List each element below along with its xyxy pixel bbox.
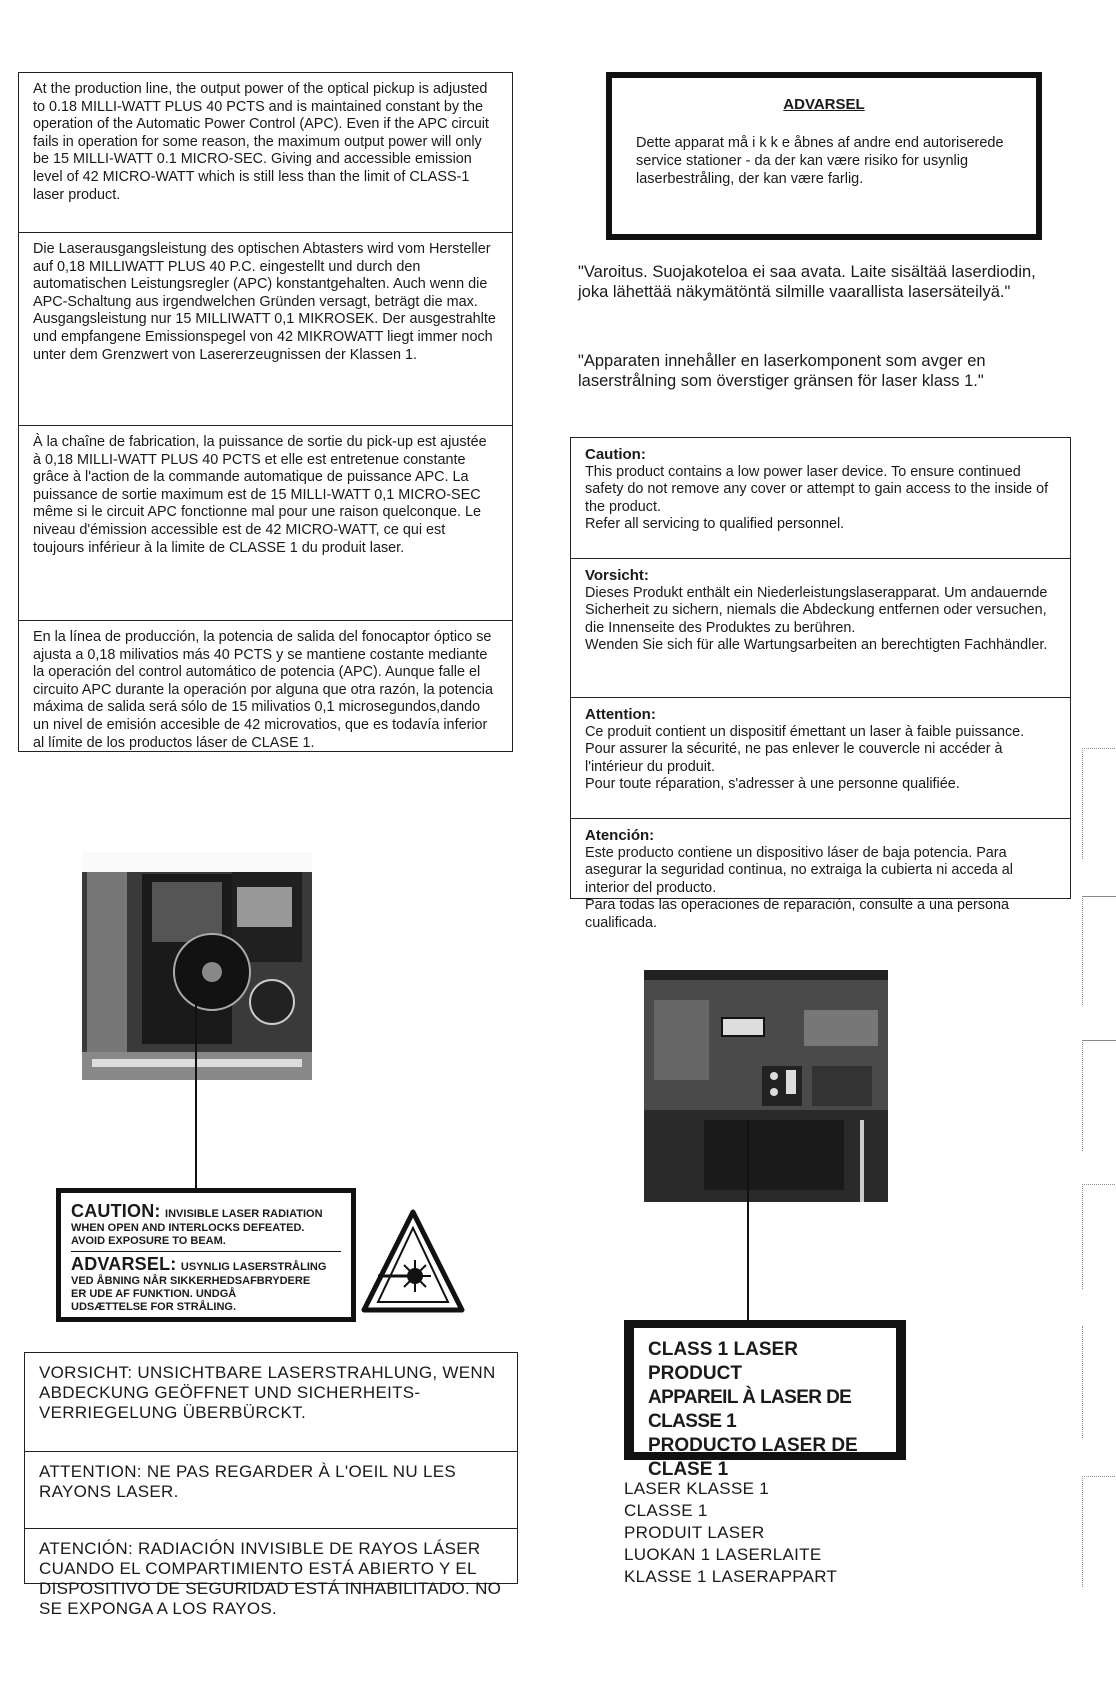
laser-class-item: LASER KLASSE 1	[624, 1479, 769, 1498]
device-photo-rear	[644, 970, 888, 1202]
class-label-line-3: PRODUCTO LASER DE CLASE 1	[648, 1435, 858, 1480]
label-advarsel-rest: USYNLIG LASERSTRÅLING	[180, 1261, 327, 1273]
advarsel-box	[606, 72, 1042, 240]
caution-german: Vorsicht: Dieses Produkt enthält ein Niederleistungslaserapparat. Um andauernde Sicherheit zu sichern, niemals die Abdeckung entfernen oder versuchen, die Innenseite des Produktes zu berühren. Wenden Sie sich für alle Wartungsarbeiten an berechtigten Fachhändler.	[571, 559, 1070, 698]
caution-french: Attention: Ce produit contient un dispositif émettant un laser à faible puissance. Pour assurer la sécurité, ne pas enlever le couvercle ni accéder à l'intérieur du produit. Pour toute réparation, s'adresser à une personne qualifiée.	[571, 698, 1070, 819]
device-interior-illustration	[82, 852, 312, 1080]
apc-info-spanish: En la línea de producción, la potencia de salida del fonocaptor óptico se ajusta a 0,18 milivatios más 40 PCTS y se mantiene costante mediante la operación del control automático de potencia (APC). Aunque falle el circuito APC durante la operación por alguna que otra razón, la potencia máxima de salida será sólo de 15 milivatios 0,1 microsegundos,dando un nivel de emisión accesible de 42 microvatios, que es todavía inferior al límite de los productos láser de CLASE 1.	[33, 629, 493, 751]
caps-warning-french: ATTENTION: NE PAS REGARDER À L'OEIL NU LES RAYONS LASER.	[25, 1452, 517, 1529]
advarsel-body: Dette apparat må i k k e åbnes af andre end autoriserede service stationer - da der kan være risiko for usynlig laserbestråling, der kan være farlig.	[636, 135, 1004, 187]
laser-class-list	[624, 1478, 944, 1588]
advarsel-title: ADVARSEL	[783, 96, 865, 113]
laser-hazard-icon	[360, 1206, 466, 1318]
laser-caution-label	[56, 1188, 356, 1322]
caution-boxes	[570, 437, 1071, 931]
apc-info-german: Die Laserausgangsleistung des optischen Abtasters wird vom Hersteller auf 0,18 MILLIWATT PLUS 40 P.C. eingestellt und durch den automatischen Leistungsregler (APC) konstantgehalten. Auch wenn die APC-Schaltung aus irgendwelchen Gründen versagt, beträgt die max. Ausgangsleistung nur 15 MILLIWATT 0,1 MIKROSEK. Der ausgestrahlte und empfangene Emissionspegel von 42 MIKROWATT liegt immer noch unter dem Grenzwert von Lasererzeugnissen der Klassen 1.	[19, 233, 512, 426]
edge-fragments	[1082, 748, 1116, 1588]
label-caution-rest: INVISIBLE LASER RADIATION	[165, 1208, 323, 1220]
class-label-line-1: CLASS 1 LASER PRODUCT	[648, 1339, 798, 1384]
caps-warning-german: VORSICHT: UNSICHTBARE LASERSTRAHLUNG, WENN ABDECKUNG GEÖFFNET UND SICHERHEITS-VERRIEGELUNG ÜBERBÜRCKT.	[25, 1353, 517, 1452]
laser-class-item: KLASSE 1 LASERAPPART	[624, 1567, 838, 1586]
finnish-warning: "Varoitus. Suojakoteloa ei saa avata. Laite sisältää laserdiodin, joka lähettää näkymätöntä silmille vaarallista lasersäteilyä."	[578, 263, 1036, 301]
apc-info-french: À la chaîne de fabrication, la puissance de sortie du pick-up est ajustée à 0,18 MILLI-WATT PLUS 40 PCTS et elle est entretenue constante grâce à l'action de la commande automatique de puissance APC. La puissance de sortie maximum est de 15 MILLI-WATT 0,1 MICRO-SEC même si le circuit APC fonctionne mal pour une raison quelconque. Le niveau d'émission accessible est de 42 MICRO-WATT, ce qui est toujours inférieur à la limite de CLASSE 1 du produit laser.	[19, 426, 512, 621]
label-advarsel-line4: UDSÆTTELSE FOR STRÅLING.	[71, 1301, 236, 1313]
label-caution-word: CAUTION:	[71, 1201, 161, 1221]
caution-spanish: Atención: Este producto contiene un dispositivo láser de baja potencia. Para asegurar la seguridad continua, no extraiga la cubierta ni acceda al interior del producto. Para todas las operaciones de reparación, consulte a una persona cualificada.	[585, 827, 1013, 931]
label-advarsel-line2: VED ÅBNING NÅR SIKKERHEDSAFBRYDERE	[71, 1275, 311, 1287]
label-caution-line2: WHEN OPEN AND INTERLOCKS DEFEATED.	[71, 1222, 305, 1234]
apc-info-boxes	[18, 72, 513, 752]
caps-warning-spanish: ATENCIÓN: RADIACIÓN INVISIBLE DE RAYOS LÁSER CUANDO EL COMPARTIMIENTO ESTÁ ABIERTO Y EL DISPOSITIVO DE SEGURIDAD ESTÁ INHABILITADO. NO SE EXPONGA A LOS RAYOS.	[39, 1539, 502, 1618]
class-label-line-2: APPAREIL À LASER DE CLASSE 1	[648, 1387, 852, 1432]
laser-class-item: LUOKAN 1 LASERLAITE	[624, 1545, 822, 1564]
label-advarsel-word: ADVARSEL:	[71, 1254, 177, 1274]
laser-class-item: CLASSE 1	[624, 1501, 708, 1520]
apc-info-english: At the production line, the output power of the optical pickup is adjusted to 0.18 MILLI-WATT PLUS 40 PCTS and is maintained constant by the operation of the Automatic Power Control (APC). Even if the APC circuit fails in operation for some reason, the maximum output power will only be 15 MILLI-WATT 0.1 MICRO-SEC. Giving and accessible emission level of 42 MICRO-WATT which is still less than the limit of CLASS-1 laser product.	[19, 73, 512, 233]
device-photo-open	[82, 852, 312, 1080]
laser-class-item: PRODUIT LASER	[624, 1523, 765, 1542]
swedish-warning: "Apparaten innehåller en laserkomponent som avger en laserstrålning som överstiger gränsen för laser klass 1."	[578, 352, 986, 390]
pointer-line-right	[747, 1120, 749, 1320]
caps-warning-boxes	[24, 1352, 518, 1618]
pointer-line-left	[195, 1000, 197, 1188]
label-advarsel-line3: ER UDE AF FUNKTION. UNDGÅ	[71, 1288, 237, 1300]
label-caution-line3: AVOID EXPOSURE TO BEAM.	[71, 1235, 226, 1247]
class1-laser-label	[624, 1320, 906, 1480]
device-rear-illustration	[644, 970, 888, 1202]
caution-english: Caution: This product contains a low power laser device. To ensure continued safety do not remove any cover or attempt to gain access to the inside of the product. Refer all servicing to qualified personnel.	[571, 438, 1070, 559]
